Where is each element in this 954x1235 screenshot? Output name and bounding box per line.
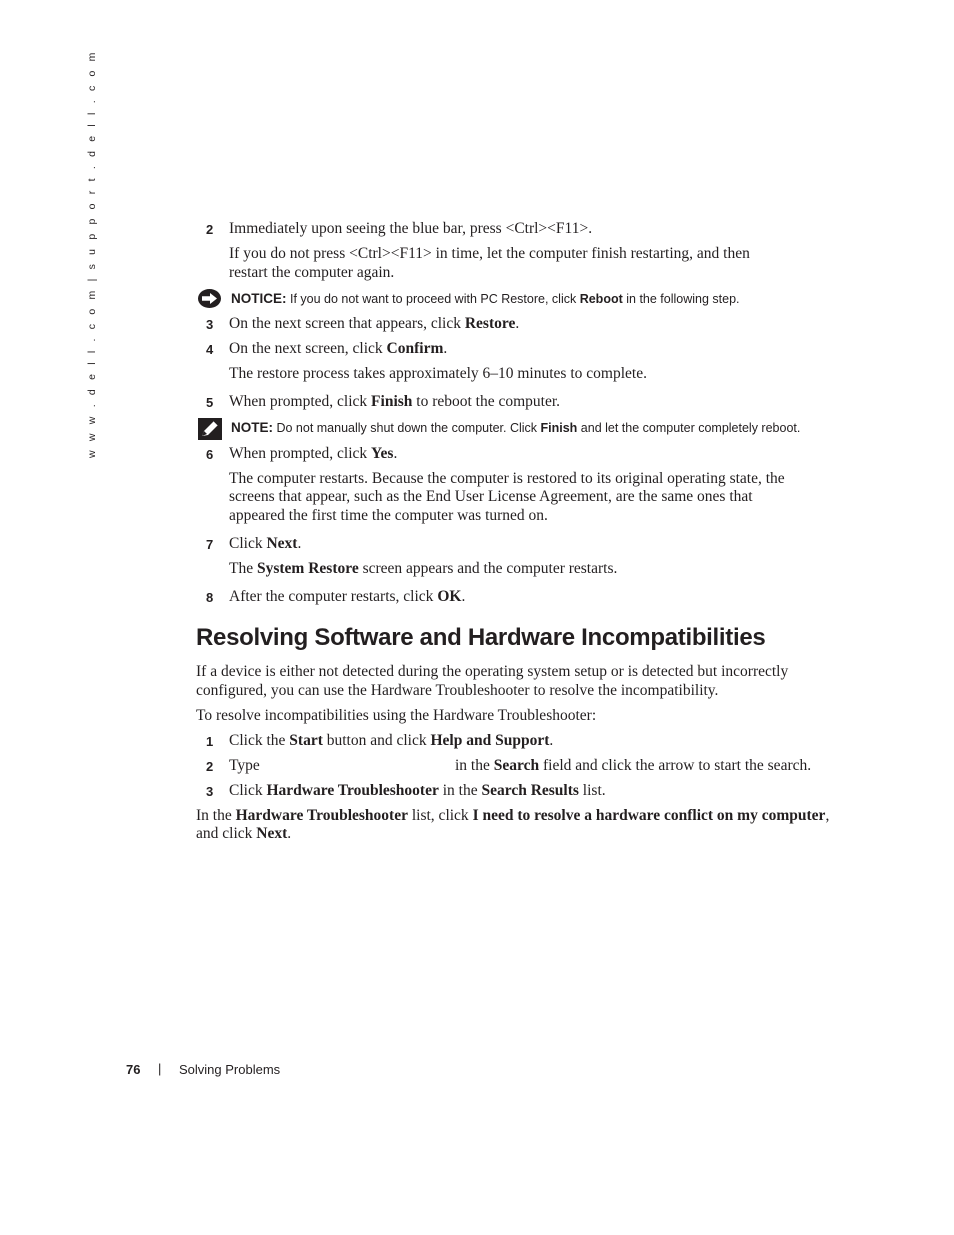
note-text: NOTE: Do not manually shut down the computer. Click Finish and let the computer completely reboot. xyxy=(231,420,801,435)
step-text: On the next screen, click Confirm. xyxy=(229,340,448,357)
notice-icon xyxy=(197,288,222,309)
step-number: 7 xyxy=(206,537,214,552)
step-text: Click the Start button and click Help and Support. xyxy=(229,732,554,749)
step-paragraph: The restore process takes approximately 6–10 minutes to complete. xyxy=(229,365,647,382)
step-paragraph: The computer restarts. Because the computer is restored to its original operating state, the xyxy=(229,470,785,487)
paragraph: In the Hardware Troubleshooter list, click I need to resolve a hardware conflict on my computer, xyxy=(196,807,830,824)
paragraph: and click Next. xyxy=(196,825,292,842)
step-number: 2 xyxy=(206,759,214,774)
paragraph: To resolve incompatibilities using the Hardware Troubleshooter: xyxy=(196,707,597,724)
step-text: When prompted, click Finish to reboot the computer. xyxy=(229,393,561,410)
step-number: 6 xyxy=(206,447,214,462)
step-paragraph: screens that appear, such as the End User License Agreement, are the same ones that xyxy=(229,488,753,505)
footer-separator: | xyxy=(158,1061,162,1076)
step-number: 4 xyxy=(206,342,214,357)
step-text: in the Search field and click the arrow to start the search. xyxy=(455,757,812,774)
step-number: 5 xyxy=(206,395,214,410)
step-number: 2 xyxy=(206,222,214,237)
notice-text: NOTICE: If you do not want to proceed with PC Restore, click Reboot in the following step. xyxy=(231,291,740,306)
step-text: After the computer restarts, click OK. xyxy=(229,588,466,605)
step-text: Immediately upon seeing the blue bar, press <Ctrl><F11>. xyxy=(229,220,593,237)
step-text: Type xyxy=(229,757,260,774)
step-text: On the next screen that appears, click Restore. xyxy=(229,315,520,332)
step-number: 1 xyxy=(206,734,214,749)
step-paragraph: restart the computer again. xyxy=(229,264,395,281)
step-text: When prompted, click Yes. xyxy=(229,445,398,462)
note-pencil-icon xyxy=(198,418,222,440)
paragraph: configured, you can use the Hardware Troubleshooter to resolve the incompatibility. xyxy=(196,682,719,699)
step-number: 3 xyxy=(206,784,214,799)
chapter-title: Solving Problems xyxy=(179,1062,281,1077)
sidebar-url: w w w . d e l l . c o m | s u p p o r t . d e l l . c o m xyxy=(86,49,98,458)
section-heading: Resolving Software and Hardware Incompatibilities xyxy=(196,624,766,651)
paragraph: If a device is either not detected during the operating system setup or is detected but incorrectly xyxy=(196,663,789,680)
step-text: Click Next. xyxy=(229,535,302,552)
page-number: 76 xyxy=(126,1062,141,1077)
step-number: 3 xyxy=(206,317,214,332)
step-text: Click Hardware Troubleshooter in the Search Results list. xyxy=(229,782,606,799)
step-paragraph: The System Restore screen appears and the computer restarts. xyxy=(229,560,618,577)
step-paragraph: appeared the first time the computer was turned on. xyxy=(229,507,548,524)
step-paragraph: If you do not press <Ctrl><F11> in time, let the computer finish restarting, and then xyxy=(229,245,750,262)
step-number: 8 xyxy=(206,590,214,605)
